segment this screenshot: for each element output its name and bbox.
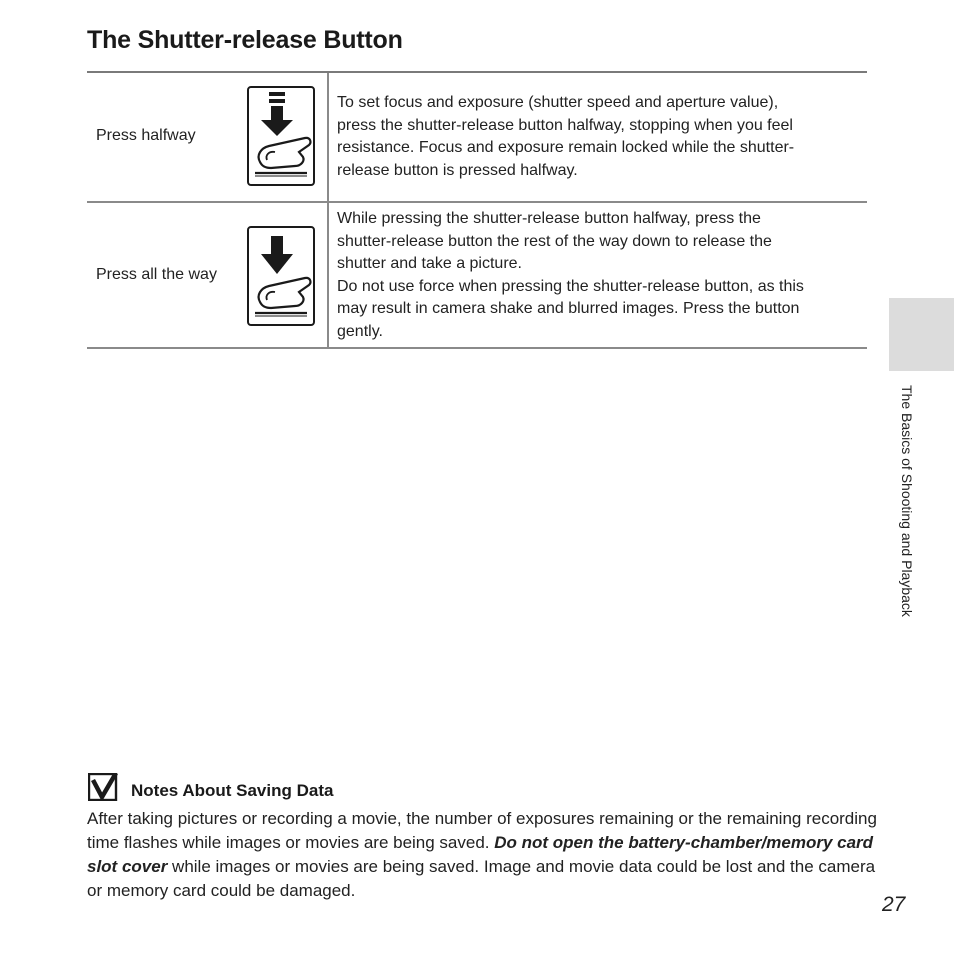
action-cell (87, 73, 329, 201)
description-line: While pressing the shutter-release button halfway, press the (337, 210, 761, 227)
shutter-press-fully-icon (247, 226, 315, 326)
table-row (87, 73, 867, 203)
description-line: resistance. Focus and exposure remain locked while the shutter- (337, 139, 795, 157)
description-line: To set focus and exposure (shutter speed and aperture value), (337, 94, 779, 111)
page-number: 27 (882, 893, 906, 916)
description-line: shutter-release button the rest of the way down to release the (337, 232, 772, 250)
note-warning: Do not open the battery-chamber/memory card slot cover (87, 833, 874, 876)
shutter-table (87, 71, 867, 349)
description-line: may result in camera shake and blurred images. Press the button (337, 300, 800, 318)
description-line: release button is pressed halfway. (337, 161, 578, 179)
note-text: After taking pictures or recording a movie, the number of exposures remaining or the remaining recording time flashes while images or movies are being saved. (87, 809, 877, 852)
action-cell (87, 203, 329, 347)
check-mark-note-icon (88, 773, 118, 801)
chapter-title: The Basics of Shooting and Playback (899, 385, 915, 617)
action-label: Press all the way (96, 266, 217, 283)
page-title: The Shutter-release Button (87, 26, 403, 54)
table-row (87, 203, 867, 349)
shutter-press-halfway-icon (247, 86, 315, 186)
description-line: Do not use force when pressing the shutter-release button, as this (337, 277, 804, 295)
description-line: gently. (337, 322, 383, 340)
description-cell (329, 73, 867, 201)
action-label: Press halfway (96, 127, 196, 144)
note-heading: Notes About Saving Data (131, 781, 334, 800)
description-cell (329, 203, 867, 347)
description-line: press the shutter-release button halfway, stopping when you feel (337, 116, 793, 134)
note-body (87, 807, 877, 903)
description-line: shutter and take a picture. (337, 255, 522, 273)
chapter-tab (889, 298, 954, 371)
note-text: while images or movies are being saved. Image and movie data could be lost and the camera or memory card could be damaged. (87, 857, 876, 900)
